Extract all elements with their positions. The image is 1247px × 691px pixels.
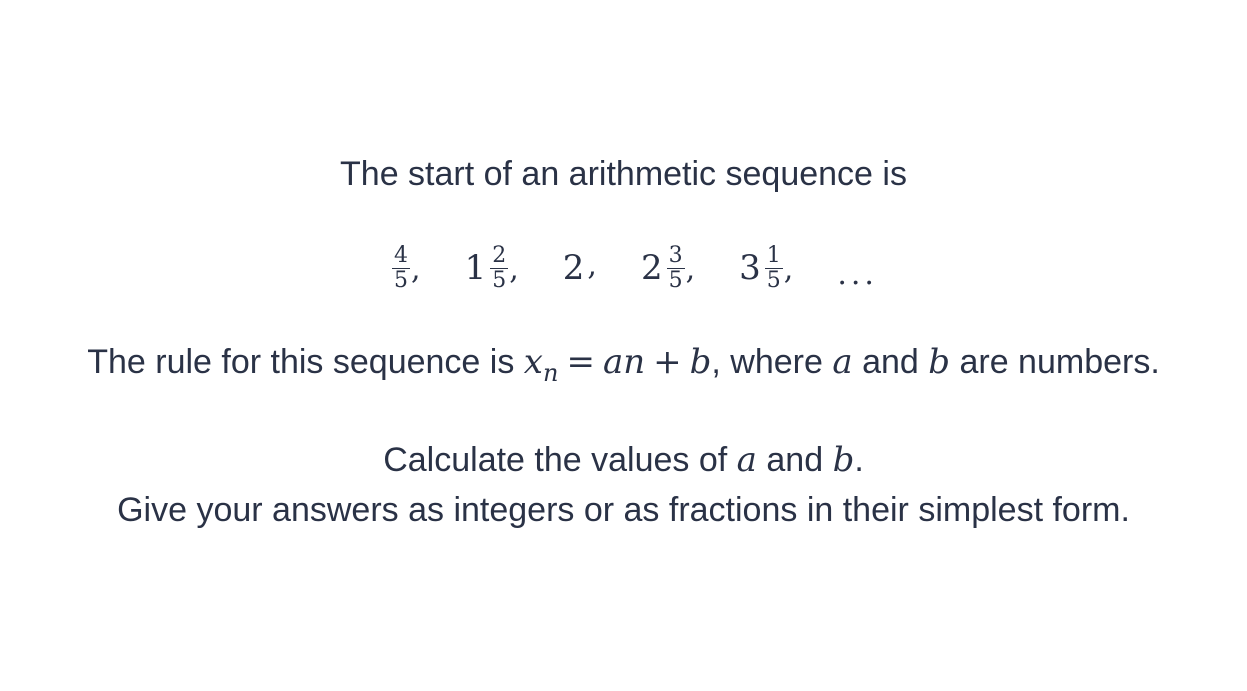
whole-part: 2 — [640, 248, 663, 288]
rule-text — [0, 342, 1247, 393]
separator: , — [411, 251, 421, 287]
denominator: 5 — [394, 267, 409, 293]
numerator: 4 — [394, 242, 409, 268]
task-and: and — [756, 441, 833, 479]
fraction — [765, 244, 783, 293]
var-b: b — [689, 342, 712, 382]
intro-label: The start of an arithmetic sequence is — [340, 155, 907, 193]
numerator: 1 — [766, 242, 781, 268]
fraction — [490, 244, 508, 293]
var-b: b — [832, 440, 855, 480]
fraction — [667, 244, 685, 293]
plus-sign: + — [653, 342, 682, 382]
var-b: b — [928, 342, 951, 382]
separator: , — [509, 251, 519, 287]
var-a: a — [736, 440, 757, 480]
sequence-term-5 — [739, 244, 793, 293]
sequence-term-4 — [641, 244, 695, 293]
numerator: 3 — [668, 242, 683, 268]
task-prefix: Calculate the values of — [383, 441, 737, 479]
task-suffix: . — [854, 441, 864, 479]
whole-part: 1 — [464, 248, 487, 288]
separator: , — [587, 247, 597, 283]
equals-sign: = — [566, 342, 595, 382]
whole-part: 2 — [562, 248, 585, 288]
separator: , — [783, 251, 794, 287]
sequence-row — [0, 236, 1247, 300]
sequence-term-1 — [391, 244, 421, 293]
subscript-n: n — [542, 359, 559, 387]
var-x: x — [523, 342, 543, 382]
denominator: 5 — [668, 267, 683, 293]
whole-part: 3 — [739, 248, 761, 288]
var-a: a — [602, 342, 624, 382]
rule-suffix: are numbers. — [950, 343, 1160, 381]
instruction-label: Give your answers as integers or as fractions in their simplest form. — [117, 491, 1130, 529]
denominator: 5 — [492, 267, 507, 293]
fraction — [392, 244, 410, 293]
rule-where: , where — [711, 343, 833, 381]
task-text — [0, 440, 1247, 480]
sequence-term-2 — [465, 244, 519, 293]
instruction-text — [0, 490, 1247, 530]
separator: , — [685, 251, 696, 287]
intro-text — [0, 154, 1247, 194]
var-a: a — [832, 342, 853, 382]
var-n: n — [623, 342, 646, 382]
rule-formula — [523, 342, 712, 387]
rule-prefix: The rule for this sequence is — [87, 343, 524, 381]
sequence-term-3 — [563, 248, 597, 289]
rule-and: and — [852, 343, 929, 381]
denominator: 5 — [766, 267, 781, 293]
ellipsis: ... — [837, 257, 878, 292]
numerator: 2 — [492, 242, 507, 268]
